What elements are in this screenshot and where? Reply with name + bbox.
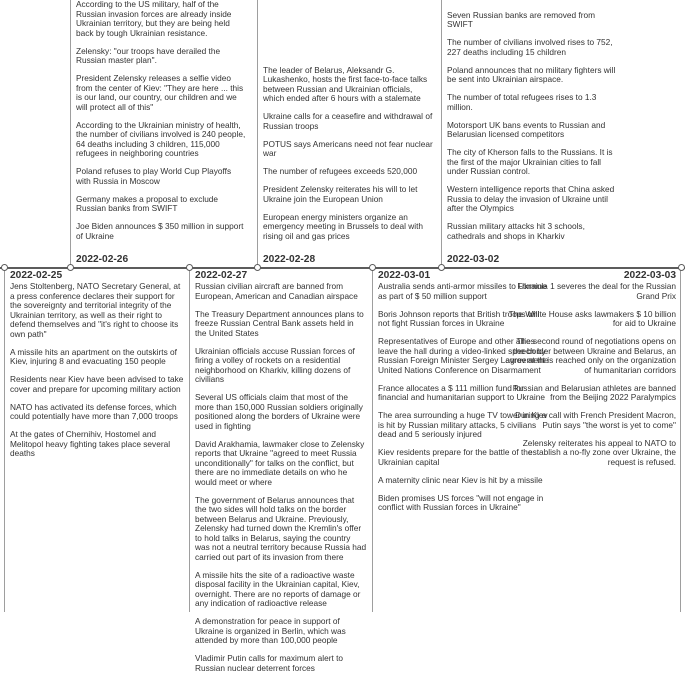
timeline-entry-2022-02-28 — [257, 0, 435, 266]
timeline-event: Ukraine calls for a ceasefire and withdrawal of Russian troops — [263, 111, 433, 131]
timeline-event: A missile hits the site of a radioactive waste disposal facility in the Ukrainian capital, Kiev, overnight. There are no reports of damage or any indication of radioactive release — [195, 569, 361, 608]
timeline-node — [186, 264, 193, 271]
timeline-event: Jens Stoltenberg, NATO Secretary General, at a press conference declares their support for the sovereignty and territorial integrity of the Ukrainian territory, as well as their right to defend themselves and "it's right to choose its own path" — [10, 281, 181, 339]
timeline-event: During a call with French President Macron, Putin says "the worst is yet to come" — [515, 410, 676, 430]
timeline-entry-2022-02-27 — [189, 270, 367, 673]
timeline-event: POTUS says Americans need not fear nuclear war — [263, 138, 433, 158]
timeline-event: President Zelensky releases a selfie video from the center of Kiev: "They are here ... this is our land, our country, our children and we will protect all of this" — [76, 73, 244, 112]
timeline-event: The leader of Belarus, Aleksandr G. Lukashenko, hosts the first face-to-face talks between Russian and Ukrainian officials, which ended after 6 hours with a stalemate — [263, 64, 428, 103]
timeline-event: President Zelensky reiterates his will to let Ukraine join the European Union — [263, 184, 418, 204]
timeline-event: A missile hits an apartment on the outskirts of Kiev, injuring 8 and evacuating 150 people — [10, 346, 177, 366]
timeline-event: According to the Ukrainian ministry of health, the number of civilians involved is 240 people, 64 deaths including 3 children, 115,000 refugees in neighboring countries — [76, 119, 246, 158]
timeline-date: 2022-02-28 — [263, 254, 316, 265]
timeline-event: Joe Biden announces $ 350 million in support of Ukraine — [76, 221, 244, 241]
timeline-event: Vladimir Putin calls for maximum alert to Russian nuclear deterrent forces — [195, 653, 344, 673]
timeline-entry-2022-03-03 — [503, 270, 681, 612]
timeline-event: Poland announces that no military fighters will be sent into Ukrainian airspace. — [447, 64, 616, 84]
timeline-node — [1, 264, 8, 271]
timeline-event: According to the US military, half of the Russian invasion forces are already inside Ukrainian territory, but they are being held back by tough Ukrainian resistance. — [76, 0, 232, 38]
timeline-event: A maternity clinic near Kiev is hit by a missile — [378, 474, 543, 485]
timeline-event: Zelensky reiterates his appeal to NATO to establish a no-fly zone over Ukraine, the request is refused. — [522, 437, 676, 467]
timeline-date: 2022-03-03 — [623, 270, 676, 281]
timeline-event: The number of total refugees rises to 1.3 million. — [447, 92, 597, 112]
timeline-event: Seven Russian banks are removed from SWIFT — [447, 9, 596, 29]
timeline-event: At the gates of Chernihiv, Hostomel and Melitopol heavy fighting takes place several deaths — [10, 429, 171, 458]
timeline-event: NATO has activated its defense forces, which could potentially have more than 7,000 troops — [10, 401, 178, 421]
timeline-event: The number of civilians involved rises to 752, 227 deaths including 15 children — [447, 37, 613, 57]
timeline-axis — [0, 267, 685, 269]
timeline-event: Representatives of Europe and other allies leave the hall during a video-linked speech by Russian Foreign Minister Sergey Lavrov at the United Nations Conference on Disarmament — [378, 336, 549, 375]
timeline-event: David Arakhamia, lawmaker close to Zelensky reports that Ukraine "agreed to meet Russia unconditionally" for talks on the conflict, but there are no immediate details on who he would meet or where — [195, 438, 365, 487]
timeline-node — [254, 264, 261, 271]
timeline-event: A demonstration for peace in support of Ukraine is organized in Berlin, which was attended by more than 100,000 people — [195, 616, 346, 645]
timeline-event: Russian civilian aircraft are banned from European, American and Canadian airspace — [195, 281, 358, 301]
timeline-event: Boris Johnson reports that British troops will not fight Russian forces in Ukraine — [378, 308, 540, 328]
timeline-node — [438, 264, 445, 271]
timeline-event: The White House asks lawmakers $ 10 billion for aid to Ukraine — [508, 308, 676, 328]
timeline-event: The government of Belarus announces that the two sides will hold talks on the border between Belarus and Ukraine. Previously, Zelensky had turned down the Kremlin's offer to hold talks in Belarus, saying the country was not a neutral territory because Russia had carried out part of its invasion from there — [195, 494, 367, 562]
timeline-event: Biden promises US forces "will not engage in conflict with Russian forces in Ukraine" — [378, 492, 544, 512]
timeline-date: 2022-02-26 — [76, 254, 129, 265]
timeline-event: European energy ministers organize an emergency meeting in Brussels to deal with rising oil and gas prices — [263, 211, 424, 241]
timeline-event: The Treasury Department announces plans to freeze Russian Central Bank assets held in the United States — [195, 308, 364, 338]
timeline-event: The area surrounding a huge TV tower in Kiev is hit by Russian military attacks, 5 civilians dead and 5 seriously injured — [378, 410, 548, 439]
timeline-node — [67, 264, 74, 271]
timeline-node — [678, 264, 685, 271]
timeline-event: The city of Kherson falls to the Russians. It is the first of the major Ukrainian cities to fall under Russian control. — [447, 147, 613, 176]
timeline-event: Ukrainian officials accuse Russian forces of firing a volley of rockets on a residential neighborhood on Kharkiv, killing dozens of civilians — [195, 345, 355, 384]
timeline-node — [369, 264, 376, 271]
timeline-event: Western intelligence reports that China asked Russia to delay the invasion of Ukraine until after the Olympics — [447, 184, 615, 213]
timeline-event: Russian and Belarusian athletes are banned from the Beijing 2022 Paralympics — [512, 382, 676, 402]
timeline-event: Several US officials claim that most of the more than 150,000 Russian soldiers originally positioned along the borders of Ukraine were used in fighting — [195, 392, 363, 431]
timeline-event: Poland refuses to play World Cup Playoffs with Russia in Moscow — [76, 166, 232, 186]
timeline-event: Residents near Kiev have been advised to take cover and prepare for upcoming military action — [10, 374, 184, 394]
timeline-event: Formula 1 severes the deal for the Russian Grand Prix — [517, 281, 676, 301]
timeline-entry-2022-02-25 — [4, 270, 184, 612]
timeline-event: Australia sends anti-armor missiles to Ukraine as part of $ 50 million support — [378, 281, 547, 301]
timeline-entry-2022-03-02 — [441, 0, 619, 266]
timeline-date: 2022-02-27 — [195, 270, 248, 281]
timeline-entry-2022-02-26 — [70, 0, 248, 266]
timeline-event: Motorsport UK bans events to Russian and Belarusian licensed competitors — [447, 119, 606, 139]
timeline-event: The second round of negotiations opens on the border between Ukraine and Belarus, an agreement is reached only on the organization of humanitarian corridors — [505, 336, 676, 375]
timeline-event: Zelensky: "our troops have derailed the Russian master plan". — [76, 45, 221, 65]
timeline-event: France allocates a $ 111 million fund for financial and humanitarian support to Ukraine — [378, 382, 545, 402]
timeline-event: Russian military attacks hit 3 schools, cathedrals and shops in Kharkiv — [447, 221, 585, 241]
timeline-date: 2022-02-25 — [10, 270, 63, 281]
timeline-event: Kiev residents prepare for the battle of the Ukrainian capital — [378, 447, 533, 467]
timeline-event: Germany makes a proposal to exclude Russian banks from SWIFT — [76, 193, 219, 213]
timeline-event: The number of refugees exceeds 520,000 — [263, 166, 418, 176]
timeline-date: 2022-03-02 — [447, 254, 500, 265]
timeline-date: 2022-03-01 — [378, 270, 431, 281]
timeline-event — [447, 0, 619, 2]
